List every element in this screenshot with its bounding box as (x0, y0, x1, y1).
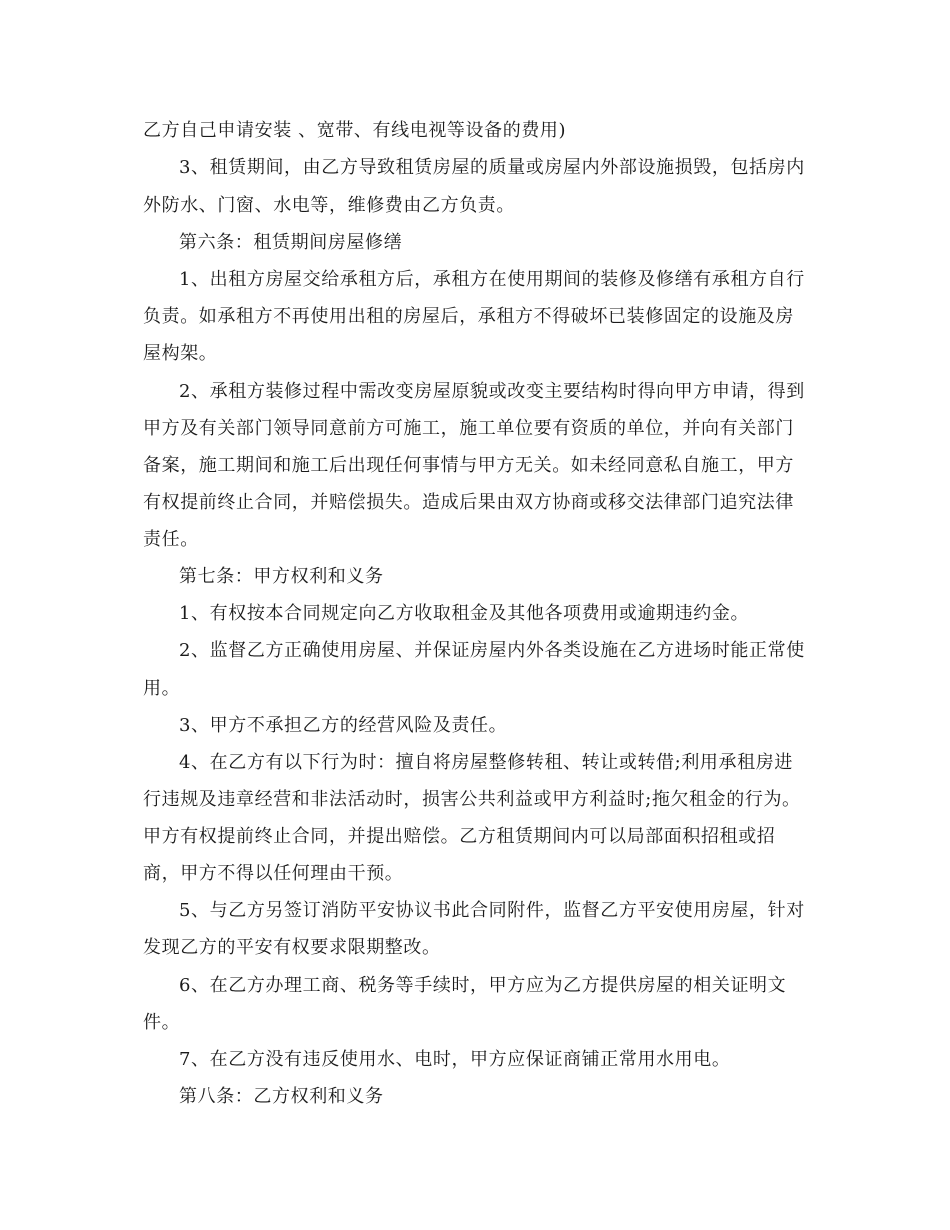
text-line: 发现乙方的平安有权要求限期整改。 (143, 937, 441, 958)
text-line: 件。 (143, 1012, 181, 1033)
clause-7-item-5: 5、与乙方另签订消防平安协议书此合同附件，监督乙方平安使用房屋，针对 (179, 900, 805, 921)
text-line: 备案，施工期间和施工后出现任何事情与甲方无关。如未经同意私自施工，甲方 (143, 455, 794, 476)
text-line: 负责。如承租方不再使用出租的房屋后，承租方不得破坏已装修固定的设施及房 (143, 306, 794, 327)
text-line: 行违规及违章经营和非法活动时，损害公共利益或甲方利益时;拖欠租金的行为。 (143, 789, 801, 810)
clause-6-item-2: 2、承租方装修过程中需改变房屋原貌或改变主要结构时得向甲方申请，得到 (179, 381, 805, 402)
article-6-heading: 第六条：租赁期间房屋修缮 (179, 232, 403, 253)
text-line: 乙方自己申请安装 、宽带、有线电视等设备的费用) (143, 120, 567, 141)
clause-7-item-3: 3、甲方不承担乙方的经营风险及责任。 (179, 715, 508, 736)
clause-6-item-1: 1、出租方房屋交给承租方后，承租方在使用期间的装修及修缮有承租方自行 (179, 269, 805, 290)
clause-7-item-2: 2、监督乙方正确使用房屋、并保证房屋内外各类设施在乙方进场时能正常使 (179, 640, 805, 661)
text-line: 甲方及有关部门领导同意前方可施工，施工单位要有资质的单位，并向有关部门 (143, 418, 794, 439)
clause-5-item-3: 3、租赁期间，由乙方导致租赁房屋的质量或房屋内外部设施损毁，包括房内 (179, 157, 805, 178)
clause-7-item-6: 6、在乙方办理工商、税务等手续时，甲方应为乙方提供房屋的相关证明文 (179, 975, 787, 996)
text-line: 屋构架。 (143, 343, 218, 364)
article-7-heading: 第七条：甲方权利和义务 (179, 566, 384, 587)
text-line: 甲方有权提前终止合同，并提出赔偿。乙方租赁期间内可以局部面积招租或招 (143, 826, 776, 847)
clause-7-item-1: 1、有权按本合同规定向乙方收取租金及其他各项费用或逾期违约金。 (179, 603, 750, 624)
text-line: 责任。 (143, 529, 199, 550)
text-line: 有权提前终止合同，并赔偿损失。造成后果由双方协商或移交法律部门追究法律 (143, 492, 794, 513)
text-line: 商，甲方不得以任何理由干预。 (143, 863, 404, 884)
text-line: 外防水、门窗、水电等，维修费由乙方负责。 (143, 195, 515, 216)
clause-7-item-4: 4、在乙方有以下行为时：擅自将房屋整修转租、转让或转借;利用承租房进 (179, 752, 793, 773)
text-line: 用。 (143, 678, 181, 699)
article-8-heading: 第八条：乙方权利和义务 (179, 1086, 384, 1107)
clause-7-item-7: 7、在乙方没有违反使用水、电时，甲方应保证商铺正常用水用电。 (179, 1049, 731, 1070)
